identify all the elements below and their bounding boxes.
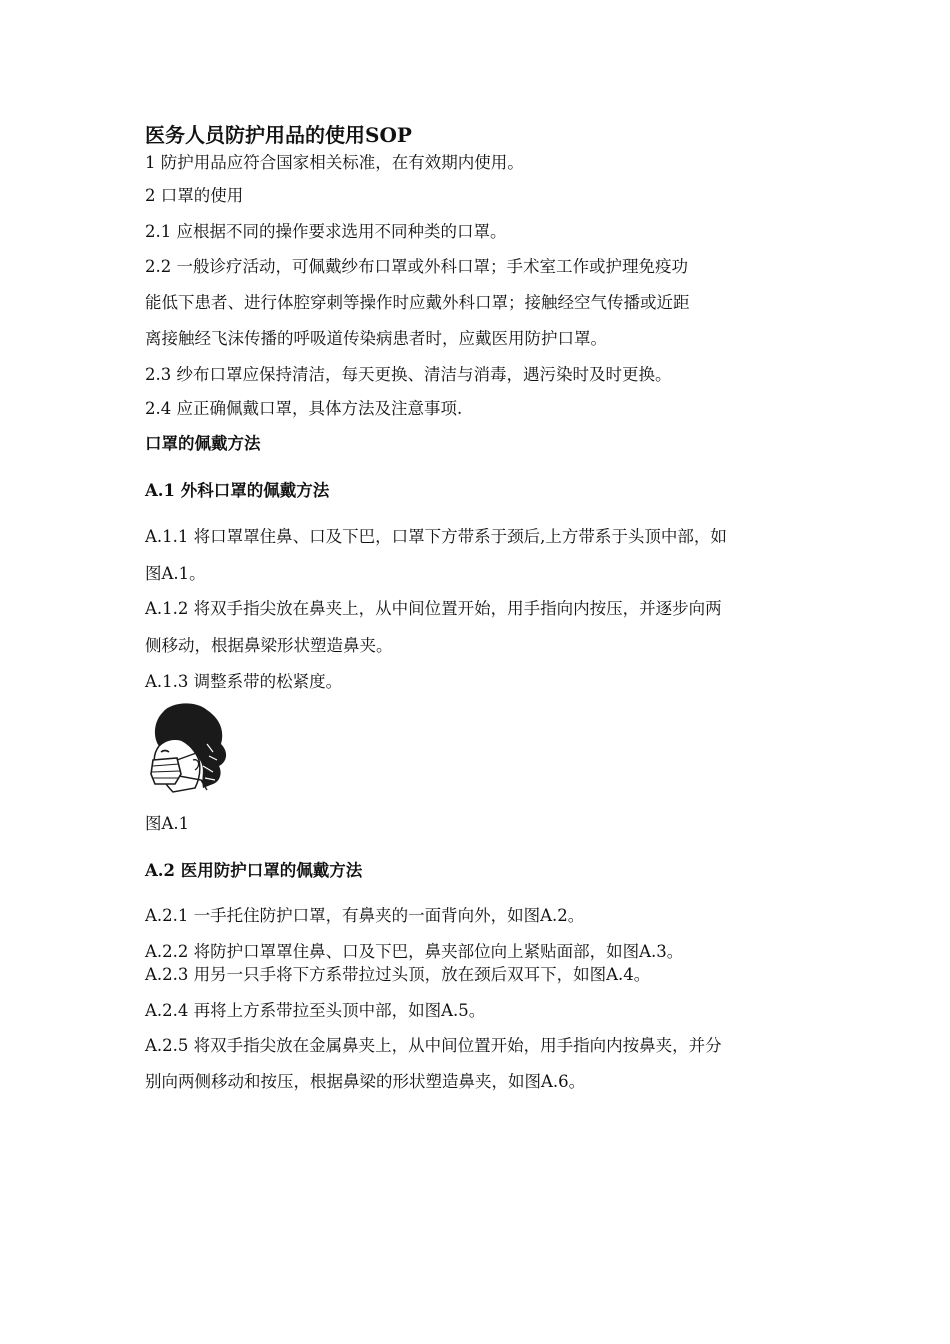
paragraph-1: 1 防护用品应符合国家相关标准，在有效期内使用。 <box>145 153 524 172</box>
paragraph-a-2-3: A.2.3 用另一只手将下方系带拉过头顶，放在颈后双耳下，如图A.4。 <box>145 965 651 984</box>
heading-mask-method: 口罩的佩戴方法 <box>145 434 261 453</box>
paragraph-2-1: 2.1 应根据不同的操作要求选用不同种类的口罩。 <box>145 222 507 241</box>
paragraph-a-2-5-line-1: A.2.5 将双手指尖放在金属鼻夹上，从中间位置开始，用手指向内按鼻夹，并分 <box>145 1036 722 1055</box>
paragraph-2-2-line-2: 能低下患者、进行体腔穿刺等操作时应戴外科口罩；接触经空气传播或近距 <box>145 293 690 312</box>
paragraph-a-2-4: A.2.4 再将上方系带拉至头顶中部，如图A.5。 <box>145 1001 486 1020</box>
paragraph-a-1-1-line-1: A.1.1 将口罩罩住鼻、口及下巴，口罩下方带系于颈后,上方带系于头顶中部，如 <box>145 527 727 546</box>
paragraph-2-4: 2.4 应正确佩戴口罩，具体方法及注意事项. <box>145 399 463 418</box>
paragraph-a-2-2: A.2.2 将防护口罩罩住鼻、口及下巴，鼻夹部位向上紧贴面部，如图A.3。 <box>145 942 684 961</box>
paragraph-a-1-2-line-1: A.1.2 将双手指尖放在鼻夹上，从中间位置开始，用手指向内按压，并逐步向两 <box>145 599 722 618</box>
mask-wearing-illustration <box>143 700 229 796</box>
section-2-heading: 2 口罩的使用 <box>145 186 244 205</box>
paragraph-2-3: 2.3 纱布口罩应保持清洁，每天更换、清洁与消毒，遇污染时及时更换。 <box>145 365 672 384</box>
paragraph-a-2-5-line-2: 别向两侧移动和按压，根据鼻梁的形状塑造鼻夹，如图A.6。 <box>145 1072 586 1091</box>
heading-a2: A.2 医用防护口罩的佩戴方法 <box>145 861 363 880</box>
paragraph-2-2-line-3: 离接触经飞沫传播的呼吸道传染病患者时，应戴医用防护口罩。 <box>145 329 607 348</box>
paragraph-a-2-1: A.2.1 一手托住防护口罩，有鼻夹的一面背向外，如图A.2。 <box>145 906 585 925</box>
paragraph-2-2-line-1: 2.2 一般诊疗活动，可佩戴纱布口罩或外科口罩；手术室工作或护理免疫功 <box>145 257 688 276</box>
doc-title: 医务人员防护用品的使用SOP <box>145 123 412 147</box>
figure-caption-a1: 图A.1 <box>145 814 190 833</box>
heading-a1: A.1 外科口罩的佩戴方法 <box>145 481 330 500</box>
paragraph-a-1-3: A.1.3 调整系带的松紧度。 <box>145 672 343 691</box>
paragraph-a-1-2-line-2: 侧移动，根据鼻梁形状塑造鼻夹。 <box>145 636 393 655</box>
paragraph-a-1-1-line-2: 图A.1。 <box>145 564 206 583</box>
